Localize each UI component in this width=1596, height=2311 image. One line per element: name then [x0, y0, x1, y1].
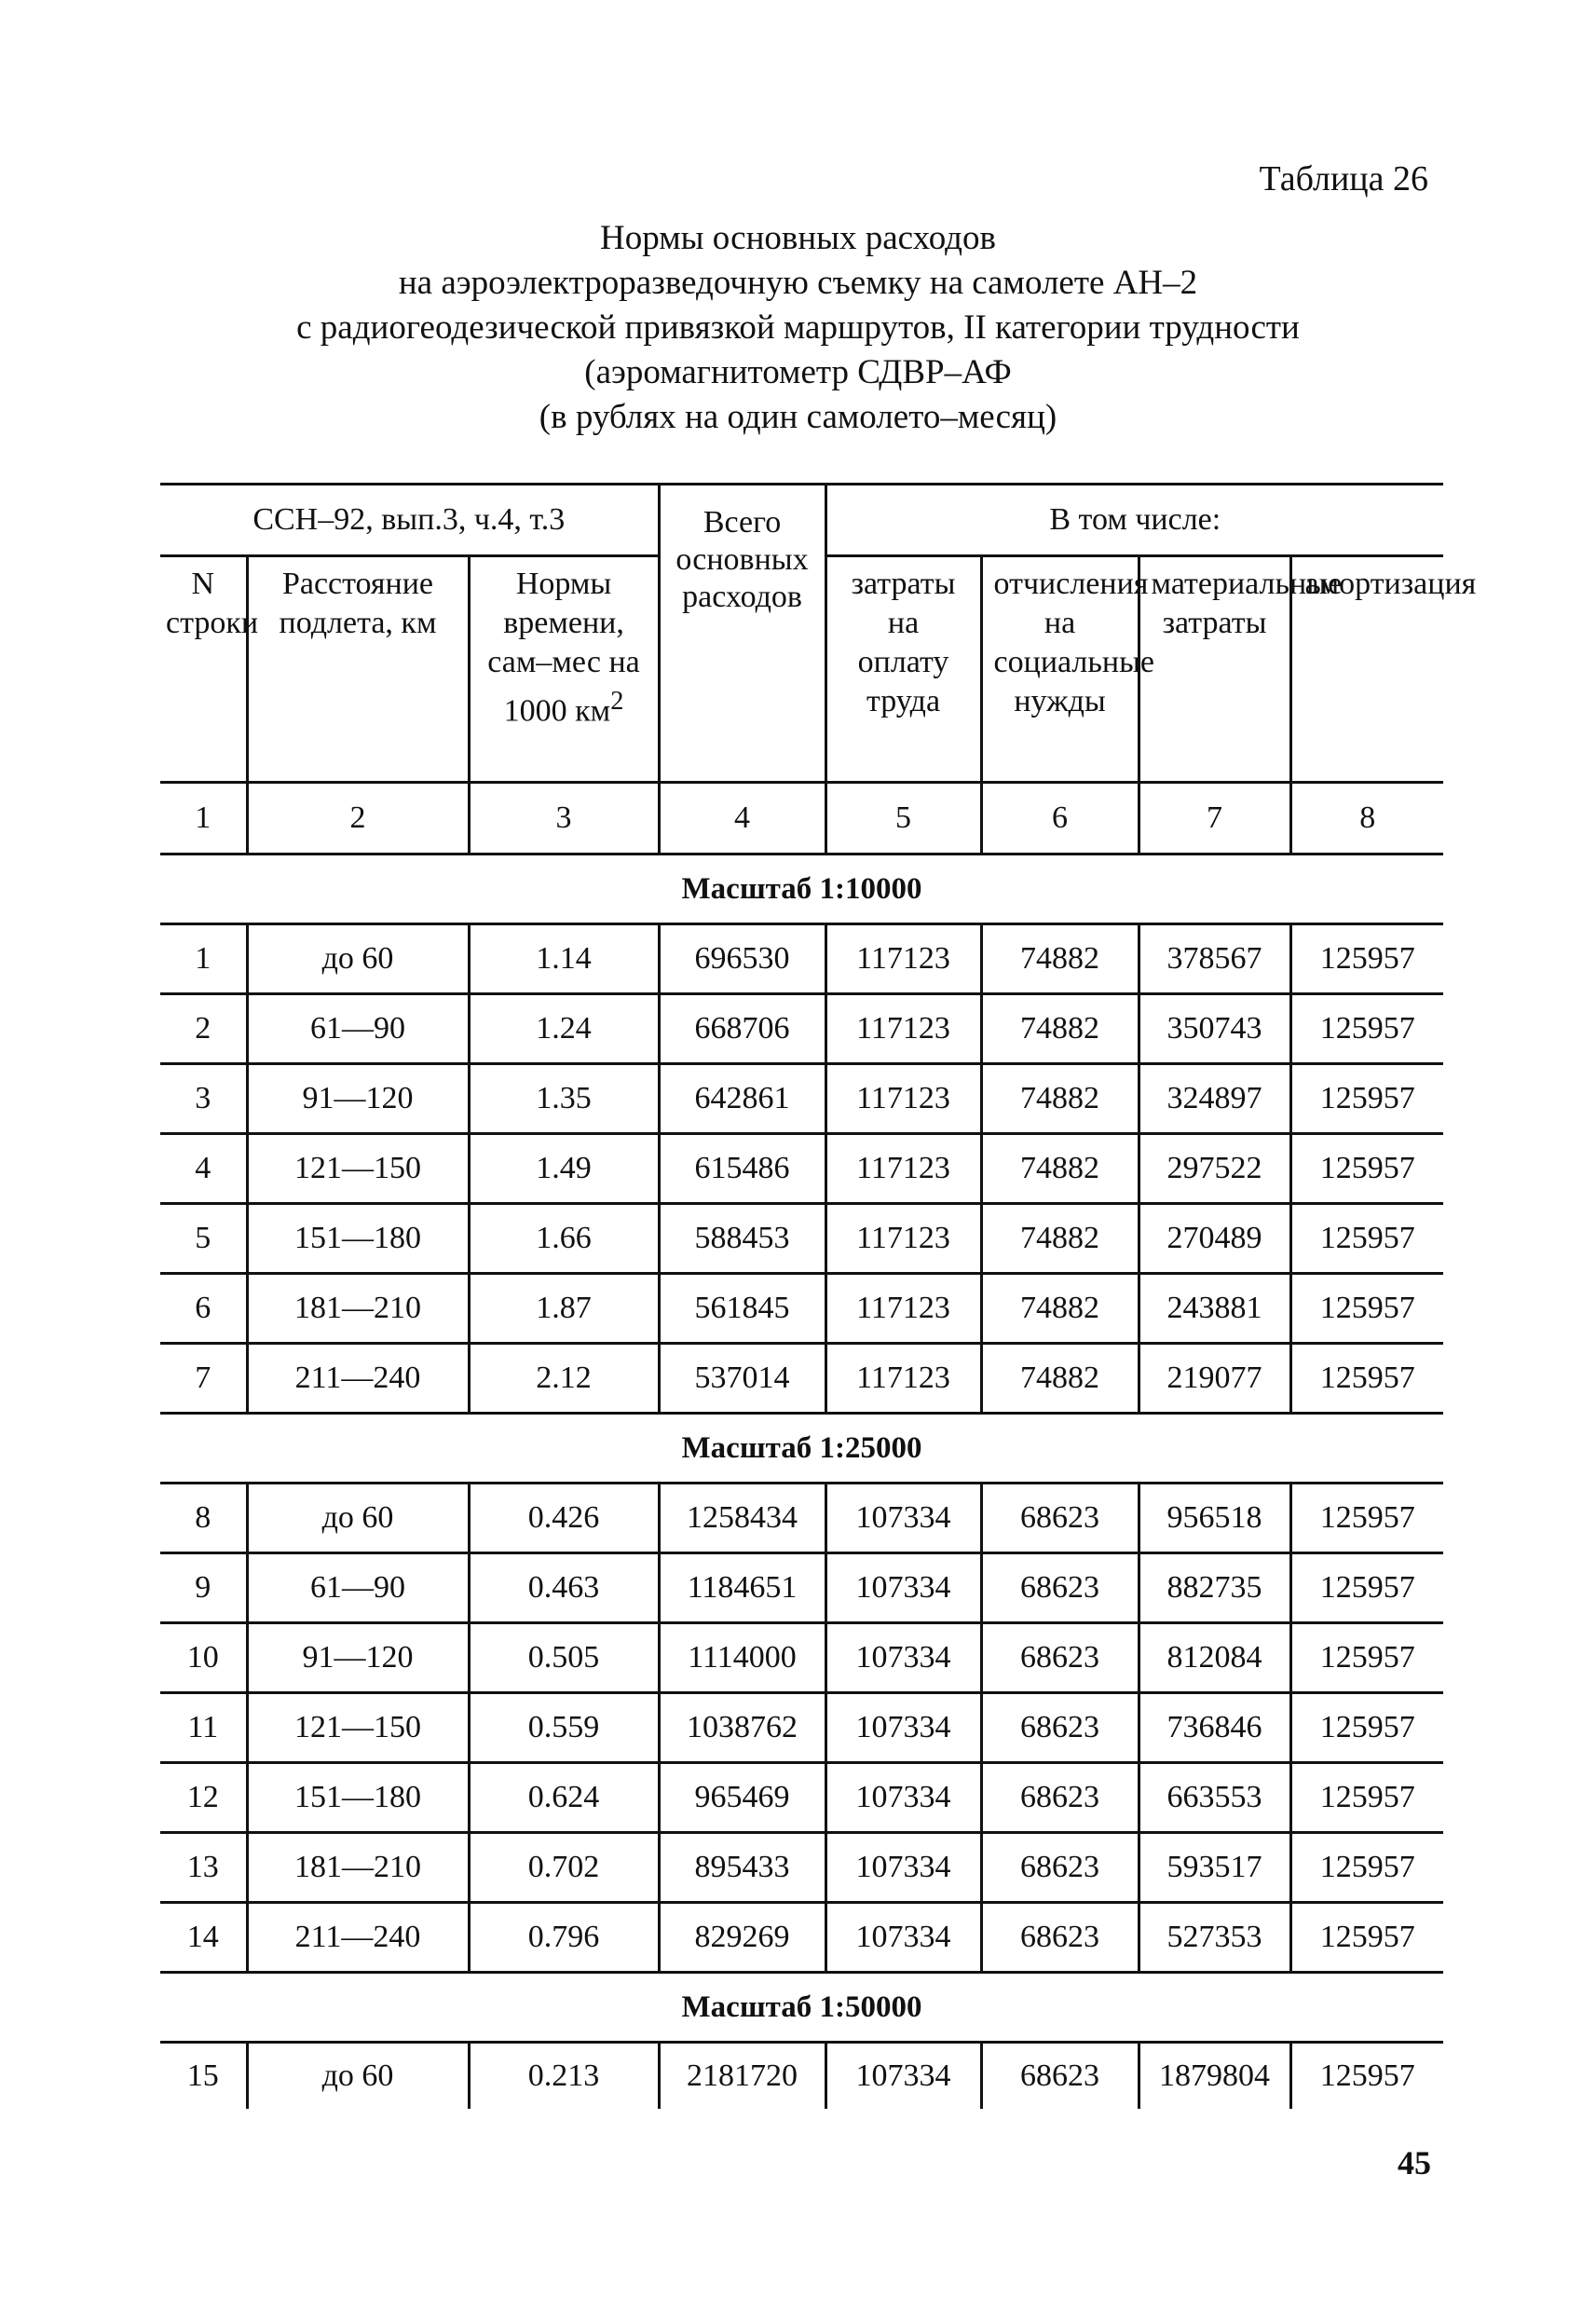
column-number: 3 — [469, 783, 659, 855]
table-cell: 91—120 — [247, 1064, 469, 1134]
table-cell: 68623 — [981, 1763, 1139, 1833]
table-cell: 0.213 — [469, 2043, 659, 2110]
table-cell: 125957 — [1290, 1484, 1443, 1553]
norms-line: времени, — [503, 606, 624, 640]
table-cell: 68623 — [981, 1553, 1139, 1623]
table-cell: 829269 — [659, 1903, 825, 1973]
table-cell: 125957 — [1290, 1833, 1443, 1903]
table-row — [160, 1064, 1443, 1134]
table-cell: 125957 — [1290, 1064, 1443, 1134]
table-row — [160, 1553, 1443, 1623]
table-row — [160, 1763, 1443, 1833]
table-cell: 696530 — [659, 924, 825, 994]
table-cell: 956518 — [1139, 1484, 1290, 1553]
table-title — [0, 216, 1596, 440]
table-cell: 117123 — [825, 1344, 981, 1414]
table-cell: до 60 — [247, 1484, 469, 1553]
table-cell: 13 — [160, 1833, 247, 1903]
table-cell: 1.24 — [469, 994, 659, 1064]
table-cell: 736846 — [1139, 1693, 1290, 1763]
table-cell: 537014 — [659, 1344, 825, 1414]
table-row — [160, 1134, 1443, 1204]
table-cell: 211—240 — [247, 1344, 469, 1414]
table-cell: 0.559 — [469, 1693, 659, 1763]
table-cell: 1258434 — [659, 1484, 825, 1553]
table-row — [160, 2043, 1443, 2110]
table-cell: 107334 — [825, 1623, 981, 1693]
table-cell: 125957 — [1290, 1693, 1443, 1763]
table-cell: 0.702 — [469, 1833, 659, 1903]
norms-line: сам–мес на — [487, 645, 640, 679]
table-cell: 117123 — [825, 1204, 981, 1274]
table-cell: 965469 — [659, 1763, 825, 1833]
table-cell: 8 — [160, 1484, 247, 1553]
table-label: Таблица 26 — [1259, 159, 1428, 198]
section-row — [160, 1973, 1443, 2043]
table-cell: 895433 — [659, 1833, 825, 1903]
group-header-left: ССН–92, вып.3, ч.4, т.3 — [160, 485, 659, 556]
section-title: Масштаб 1:50000 — [160, 1973, 1443, 2043]
table-row — [160, 1833, 1443, 1903]
norms-table — [160, 483, 1477, 2109]
table-cell: 91—120 — [247, 1623, 469, 1693]
table-cell: 1.87 — [469, 1274, 659, 1344]
column-number-row — [160, 783, 1443, 855]
column-number: 7 — [1139, 783, 1290, 855]
group-header-right: В том числе: — [825, 485, 1443, 556]
col-norms-header — [469, 556, 659, 783]
table-cell: 68623 — [981, 1693, 1139, 1763]
norms-unit-sup: 2 — [610, 687, 624, 716]
col-n-header: N строки — [160, 556, 247, 783]
table-cell: 74882 — [981, 1204, 1139, 1274]
col-amort-header: амортизация — [1290, 556, 1443, 783]
table-cell: 219077 — [1139, 1344, 1290, 1414]
table-cell: 0.796 — [469, 1903, 659, 1973]
table-cell: 0.505 — [469, 1623, 659, 1693]
table-row — [160, 1274, 1443, 1344]
table-cell: 1.49 — [469, 1134, 659, 1204]
table-cell: 107334 — [825, 1763, 981, 1833]
table-row — [160, 1903, 1443, 1973]
table-cell: 1 — [160, 924, 247, 994]
table-cell: 125957 — [1290, 994, 1443, 1064]
table-cell: 107334 — [825, 1553, 981, 1623]
title-line: Нормы основных расходов — [600, 219, 996, 257]
table-cell: 297522 — [1139, 1134, 1290, 1204]
section-row — [160, 855, 1443, 924]
table-cell: 125957 — [1290, 1903, 1443, 1973]
table-cell: 151—180 — [247, 1763, 469, 1833]
table-cell: 1114000 — [659, 1623, 825, 1693]
section-title: Масштаб 1:10000 — [160, 855, 1443, 924]
table-cell: 593517 — [1139, 1833, 1290, 1903]
table-cell: 125957 — [1290, 1344, 1443, 1414]
table-cell: 1.14 — [469, 924, 659, 994]
title-line: (аэромагнитометр СДВР–АФ — [584, 353, 1012, 391]
table-cell: до 60 — [247, 924, 469, 994]
table-cell: 14 — [160, 1903, 247, 1973]
table-cell: 324897 — [1139, 1064, 1290, 1134]
table-cell: 10 — [160, 1623, 247, 1693]
table-cell: 117123 — [825, 924, 981, 994]
col-materials-header: материальные затраты — [1139, 556, 1290, 783]
norms-unit: 1000 км — [503, 693, 611, 729]
column-number: 1 — [160, 783, 247, 855]
table-cell: 181—210 — [247, 1274, 469, 1344]
column-number: 5 — [825, 783, 981, 855]
table-cell: 61—90 — [247, 994, 469, 1064]
table-cell: 74882 — [981, 924, 1139, 994]
col-social-header: отчисления на социальные нужды — [981, 556, 1139, 783]
table-cell: 107334 — [825, 1903, 981, 1973]
table-row — [160, 1204, 1443, 1274]
table-cell: 2 — [160, 994, 247, 1064]
table-cell: 615486 — [659, 1134, 825, 1204]
col-distance-header: Расстояние подлета, км — [247, 556, 469, 783]
table-cell: 74882 — [981, 1134, 1139, 1204]
table-cell: 15 — [186, 2058, 219, 2093]
table-cell: 117123 — [825, 1274, 981, 1344]
table-cell: 125957 — [1290, 1553, 1443, 1623]
column-number: 2 — [247, 783, 469, 855]
table-cell: 211—240 — [247, 1903, 469, 1973]
table-cell: 74882 — [981, 994, 1139, 1064]
table-cell: 125957 — [1290, 924, 1443, 994]
table-cell: 151—180 — [247, 1204, 469, 1274]
table-cell: 125957 — [1290, 2043, 1443, 2110]
table-cell: 107334 — [825, 1484, 981, 1553]
table-cell: 1184651 — [659, 1553, 825, 1623]
table-cell: 642861 — [659, 1064, 825, 1134]
table-row — [160, 1344, 1443, 1414]
table-cell: до 60 — [247, 2043, 469, 2110]
table-cell: 1.66 — [469, 1204, 659, 1274]
table-cell: 663553 — [1139, 1763, 1290, 1833]
norms-line — [471, 682, 658, 731]
table-row — [160, 994, 1443, 1064]
column-number: 8 — [1290, 783, 1443, 855]
table-cell: 68623 — [981, 2043, 1139, 2110]
page-number: 45 — [1398, 2144, 1431, 2181]
table-cell: 9 — [160, 1553, 247, 1623]
table-cell: 117123 — [825, 1134, 981, 1204]
table-cell: 2.12 — [469, 1344, 659, 1414]
table-cell: 107334 — [825, 2043, 981, 2110]
section-title: Масштаб 1:25000 — [160, 1414, 1443, 1484]
table-cell: 121—150 — [247, 1693, 469, 1763]
table-cell: 588453 — [659, 1204, 825, 1274]
table-cell: 117123 — [825, 1064, 981, 1134]
table-cell: 350743 — [1139, 994, 1290, 1064]
table-cell: 68623 — [981, 1833, 1139, 1903]
table-cell: 61—90 — [247, 1553, 469, 1623]
table-cell: 527353 — [1139, 1903, 1290, 1973]
title-line: (в рублях на один самолето–месяц) — [539, 398, 1057, 436]
column-number: 4 — [659, 783, 825, 855]
col-labor-header: затраты на оплату труда — [825, 556, 981, 783]
table-cell: 74882 — [981, 1274, 1139, 1344]
table-cell: 812084 — [1139, 1623, 1290, 1693]
section-row — [160, 1414, 1443, 1484]
table-cell: 74882 — [981, 1344, 1139, 1414]
table-cell: 107334 — [825, 1693, 981, 1763]
table-cell: 181—210 — [247, 1833, 469, 1903]
table-cell: 11 — [160, 1693, 247, 1763]
table-cell: 125957 — [1290, 1204, 1443, 1274]
table-row — [160, 1693, 1443, 1763]
title-line: на аэроэлектроразведочную съемку на самолете АН–2 — [398, 264, 1198, 302]
table-cell: 243881 — [1139, 1274, 1290, 1344]
table-cell: 7 — [160, 1344, 247, 1414]
table-cell: 4 — [160, 1134, 247, 1204]
table-cell: 561845 — [659, 1274, 825, 1344]
table-cell: 882735 — [1139, 1553, 1290, 1623]
table-cell: 6 — [160, 1274, 247, 1344]
table-cell: 68623 — [981, 1484, 1139, 1553]
table-cell: 1038762 — [659, 1693, 825, 1763]
table-cell: 2181720 — [659, 2043, 825, 2110]
table-cell: 0.463 — [469, 1553, 659, 1623]
table-cell: 270489 — [1139, 1204, 1290, 1274]
table-cell: 68623 — [981, 1623, 1139, 1693]
table-cell: 1879804 — [1139, 2043, 1290, 2110]
table-cell: 125957 — [1290, 1763, 1443, 1833]
table-cell: 125957 — [1290, 1134, 1443, 1204]
table-cell: 0.426 — [469, 1484, 659, 1553]
norms-line: Нормы — [515, 567, 612, 601]
column-number: 6 — [981, 783, 1139, 855]
table-cell: 121—150 — [247, 1134, 469, 1204]
table-cell: 125957 — [1290, 1623, 1443, 1693]
table-cell: 5 — [160, 1204, 247, 1274]
table-cell: 117123 — [825, 994, 981, 1064]
table-cell: 68623 — [981, 1903, 1139, 1973]
table-row — [160, 924, 1443, 994]
table-cell: 125957 — [1290, 1274, 1443, 1344]
table-cell: 1.35 — [469, 1064, 659, 1134]
table-cell: 668706 — [659, 994, 825, 1064]
col-total-header: Всего основных расходов — [659, 485, 825, 783]
table-row — [160, 1623, 1443, 1693]
table-cell: 378567 — [1139, 924, 1290, 994]
table-cell: 12 — [160, 1763, 247, 1833]
table-cell: 107334 — [825, 1833, 981, 1903]
table-cell: 0.624 — [469, 1763, 659, 1833]
table-cell: 3 — [160, 1064, 247, 1134]
title-line: с радиогеодезической привязкой маршрутов, II категории трудности — [296, 308, 1300, 347]
table-row — [160, 1484, 1443, 1553]
table-cell: 74882 — [981, 1064, 1139, 1134]
